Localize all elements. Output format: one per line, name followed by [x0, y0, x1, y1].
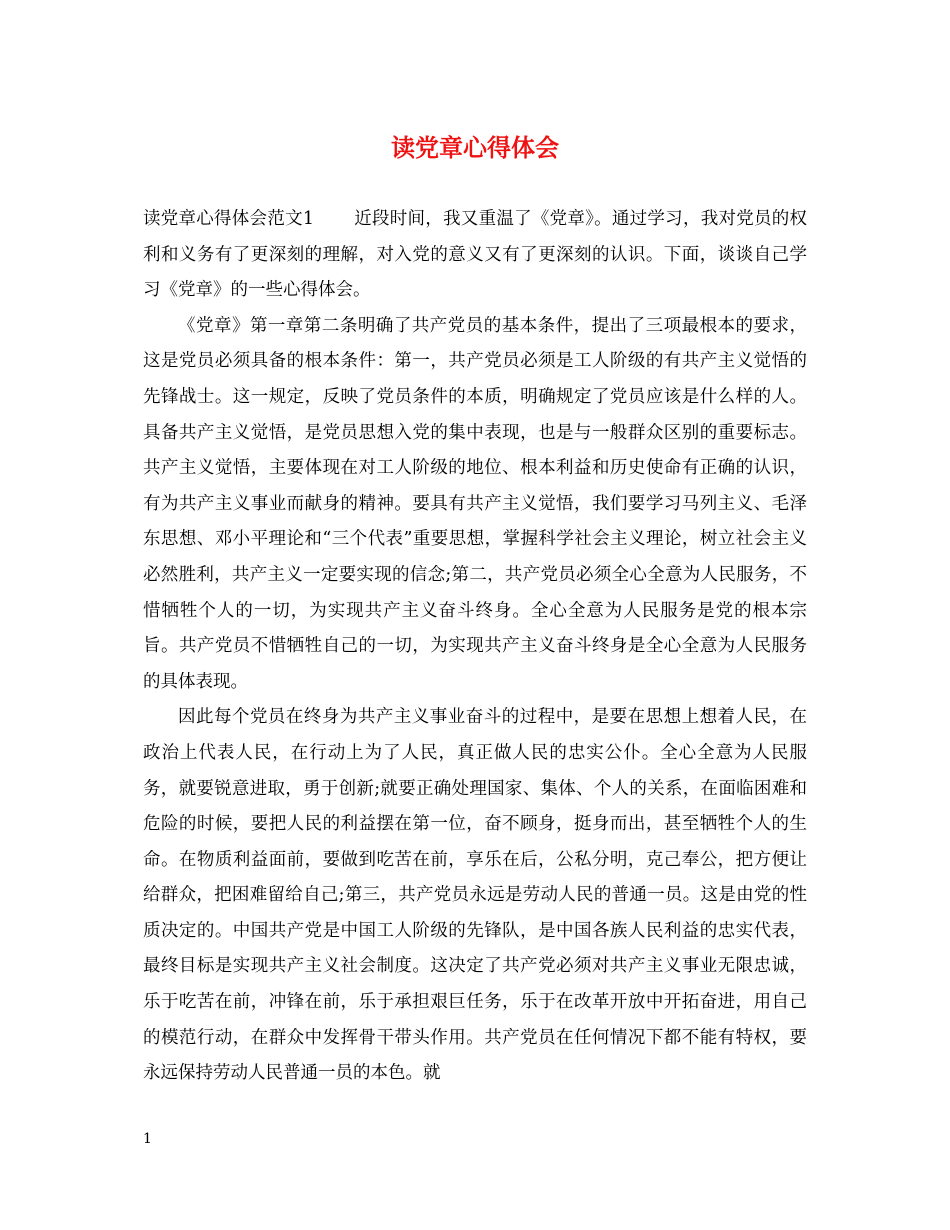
document-title: 读党章心得体会: [391, 133, 559, 162]
document-body: [143, 202, 807, 1092]
paragraph-1: [143, 202, 807, 309]
paragraph-3: 因此每个党员在终身为共产主义事业奋斗的过程中，是要在思想上想着人民，在政治上代表人民，在行动上为了人民，真正做人民的忠实公仆。全心全意为人民服务，就要锐意进取，勇于创新;就要正确处理国家、集体、个人的关系，在面临困难和危险的时候，要把人民的利益摆在第一位，奋不顾身，挺身而出，甚至牺牲个人的生命。在物质利益面前，要做到吃苦在前，享乐在后，公私分明，克己奉公，把方便让给群众，把困难留给自己;第三，共产党员永远是劳动人民的普通一员。这是由党的性质决定的。中国共产党是中国工人阶级的先锋队，是中国各族人民利益的忠实代表，最终目标是实现共产主义社会制度。这决定了共产党必须对共产主义事业无限忠诚，乐于吃苦在前，冲锋在前，乐于承担艰巨任务，乐于在改革开放中开拓奋进，用自己的模范行动，在群众中发挥骨干带头作用。共产党员在任何情况下都不能有特权，要永远保持劳动人民普通一员的本色。就: [143, 707, 807, 1084]
paragraph-1-text: 近段时间，我又重温了《党章》。通过学习，我对党员的权利和义务有了更深刻的理解，对入党的意义又有了更深刻的认识。下面，谈谈自己学习《党章》的一些心得体会。: [143, 209, 807, 301]
page-number: 1: [143, 1131, 152, 1147]
paragraph-2: 《党章》第一章第二条明确了共产党员的基本条件，提出了三项最根本的要求，这是党员必须具备的根本条件：第一，共产党员必须是工人阶级的有共产主义觉悟的先锋战士。这一规定，反映了党员条件的本质，明确规定了党员应该是什么样的人。具备共产主义觉悟，是党员思想入党的集中表现，也是与一般群众区别的重要标志。共产主义觉悟，主要体现在对工人阶级的地位、根本利益和历史使命有正确的认识，有为共产主义事业而献身的精神。要具有共产主义觉悟，我们要学习马列主义、毛泽东思想、邓小平理论和“三个代表”重要思想，掌握科学社会主义理论，树立社会主义必然胜利，共产主义一定要实现的信念;第二，共产党员必须全心全意为人民服务，不惜牺牲个人的一切，为实现共产主义奋斗终身。全心全意为人民服务是党的根本宗旨。共产党员不惜牺牲自己的一切，为实现共产主义奋斗终身是全心全意为人民服务的具体表现。: [143, 315, 807, 692]
lead-label: 读党章心得体会范文1: [143, 209, 314, 229]
